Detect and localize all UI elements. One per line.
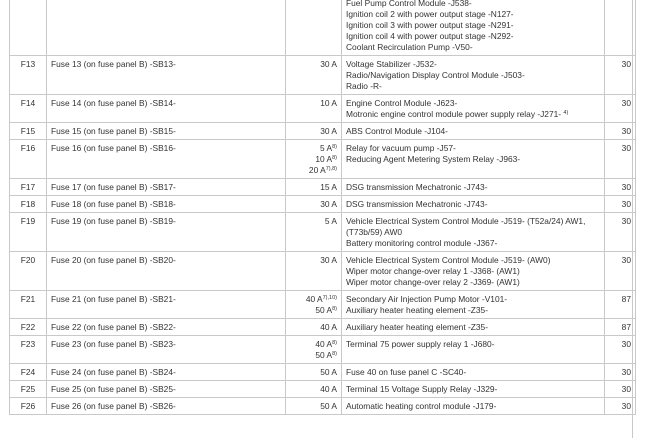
circuit-line bbox=[346, 255, 600, 266]
rating-line bbox=[290, 384, 337, 395]
circuit-line bbox=[346, 277, 600, 288]
fuse-rating-cell bbox=[286, 179, 342, 196]
fuse-id-cell: F16 bbox=[10, 140, 47, 179]
rating-line bbox=[290, 294, 337, 305]
rating-line bbox=[290, 98, 337, 109]
circuit-line-text: Wiper motor change-over relay 1 -J368- (AW1) bbox=[346, 266, 520, 276]
fuse-description-cell: Fuse 16 (on fuse panel B) -SB16- bbox=[47, 140, 286, 179]
table-row bbox=[10, 398, 636, 415]
rating-line-text: 15 A bbox=[320, 182, 337, 192]
circuit-line-text: Vehicle Electrical System Control Module -J519- (AW0) bbox=[346, 255, 551, 265]
rating-line-text: 10 A bbox=[320, 98, 337, 108]
circuit-line bbox=[346, 143, 600, 154]
circuit-line bbox=[346, 384, 600, 395]
footnote-marker: 8) bbox=[332, 351, 337, 357]
footnote-marker: 4) bbox=[563, 110, 569, 116]
protected-circuits-cell bbox=[342, 0, 605, 56]
rating-line-text: 40 A bbox=[315, 339, 333, 349]
fuse-table bbox=[9, 0, 636, 415]
terminal-cell: 30 bbox=[605, 364, 636, 381]
protected-circuits-cell bbox=[342, 179, 605, 196]
fuse-id-cell: F18 bbox=[10, 196, 47, 213]
terminal-cell: 30 bbox=[605, 213, 636, 252]
fuse-id-cell: F17 bbox=[10, 179, 47, 196]
fuse-id-cell: F21 bbox=[10, 291, 47, 319]
circuit-line-text: Automatic heating control module -J179- bbox=[346, 401, 497, 411]
fuse-rating-cell bbox=[286, 56, 342, 95]
fuse-rating-cell bbox=[286, 252, 342, 291]
circuit-line-text: Secondary Air Injection Pump Motor -V101- bbox=[346, 294, 508, 304]
circuit-line-text: Relay for vacuum pump -J57- bbox=[346, 143, 456, 153]
rating-line bbox=[290, 350, 337, 361]
fuse-rating-cell bbox=[286, 291, 342, 319]
circuit-line bbox=[346, 109, 600, 120]
fuse-id-cell: F26 bbox=[10, 398, 47, 415]
rating-line-text: 50 A bbox=[315, 305, 333, 315]
fuse-description-cell: Fuse 13 (on fuse panel B) -SB13- bbox=[47, 56, 286, 95]
fuse-description-cell: Fuse 14 (on fuse panel B) -SB14- bbox=[47, 95, 286, 123]
circuit-line-text: DSG transmission Mechatronic -J743- bbox=[346, 182, 488, 192]
fuse-rating-cell bbox=[286, 398, 342, 415]
protected-circuits-cell bbox=[342, 291, 605, 319]
circuit-line-text: Auxiliary heater heating element -Z35- bbox=[346, 305, 488, 315]
terminal-cell: 87 bbox=[605, 319, 636, 336]
rating-line bbox=[290, 401, 337, 412]
circuit-line-text: (T73b/59) AW0 bbox=[346, 227, 403, 237]
table-row bbox=[10, 336, 636, 364]
circuit-line-text: Auxiliary heater heating element -Z35- bbox=[346, 322, 488, 332]
fuse-id-cell: F25 bbox=[10, 381, 47, 398]
rating-line-text: 30 A bbox=[320, 199, 337, 209]
footnote-marker: 7),8) bbox=[325, 166, 337, 172]
circuit-line-text: Ignition coil 2 with power output stage -N127- bbox=[346, 9, 514, 19]
circuit-line bbox=[346, 154, 600, 165]
fuse-id-cell: F15 bbox=[10, 123, 47, 140]
circuit-line bbox=[346, 367, 600, 378]
footnote-marker: 7),10) bbox=[322, 295, 337, 301]
table-row bbox=[10, 252, 636, 291]
circuit-line bbox=[346, 238, 600, 249]
terminal-cell: 30 bbox=[605, 123, 636, 140]
table-row bbox=[10, 179, 636, 196]
fuse-id-cell bbox=[10, 0, 47, 56]
rating-line bbox=[290, 339, 337, 350]
circuit-line bbox=[346, 227, 600, 238]
circuit-line bbox=[346, 9, 600, 20]
fuse-description-cell: Fuse 21 (on fuse panel B) -SB21- bbox=[47, 291, 286, 319]
fuse-description-cell: Fuse 26 (on fuse panel B) -SB26- bbox=[47, 398, 286, 415]
circuit-line-text: Terminal 15 Voltage Supply Relay -J329- bbox=[346, 384, 498, 394]
circuit-line bbox=[346, 126, 600, 137]
rating-line bbox=[290, 126, 337, 137]
circuit-line bbox=[346, 266, 600, 277]
protected-circuits-cell bbox=[342, 95, 605, 123]
protected-circuits-cell bbox=[342, 123, 605, 140]
rating-line-text: 30 A bbox=[320, 59, 337, 69]
circuit-line bbox=[346, 59, 600, 70]
fuse-description-cell: Fuse 23 (on fuse panel B) -SB23- bbox=[47, 336, 286, 364]
circuit-line-text: ABS Control Module -J104- bbox=[346, 126, 448, 136]
terminal-cell: 30 bbox=[605, 56, 636, 95]
circuit-line bbox=[346, 182, 600, 193]
table-row bbox=[10, 95, 636, 123]
terminal-cell bbox=[605, 0, 636, 56]
terminal-cell: 30 bbox=[605, 252, 636, 291]
fuse-id-cell: F23 bbox=[10, 336, 47, 364]
circuit-line-text: Terminal 75 power supply relay 1 -J680- bbox=[346, 339, 495, 349]
circuit-line-text: Coolant Recirculation Pump -V50- bbox=[346, 42, 473, 52]
circuit-line-text: Radio/Navigation Display Control Module -J503- bbox=[346, 70, 525, 80]
fuse-description-cell: Fuse 19 (on fuse panel B) -SB19- bbox=[47, 213, 286, 252]
terminal-cell: 30 bbox=[605, 140, 636, 179]
rating-line-text: 40 A bbox=[320, 322, 337, 332]
protected-circuits-cell bbox=[342, 196, 605, 213]
circuit-line bbox=[346, 20, 600, 31]
table-row bbox=[10, 123, 636, 140]
fuse-rating-cell bbox=[286, 140, 342, 179]
table-row bbox=[10, 381, 636, 398]
circuit-line-text: Ignition coil 3 with power output stage -N291- bbox=[346, 20, 514, 30]
protected-circuits-cell bbox=[342, 140, 605, 179]
circuit-line bbox=[346, 98, 600, 109]
rating-line-text: 5 A bbox=[320, 143, 333, 153]
rating-line-text: 30 A bbox=[320, 126, 337, 136]
fuse-rating-cell bbox=[286, 123, 342, 140]
table-row bbox=[10, 56, 636, 95]
terminal-cell: 30 bbox=[605, 196, 636, 213]
protected-circuits-cell bbox=[342, 252, 605, 291]
fuse-rating-cell bbox=[286, 381, 342, 398]
fuse-description-cell: Fuse 20 (on fuse panel B) -SB20- bbox=[47, 252, 286, 291]
circuit-line-text: Fuse 40 on fuse panel C -SC40- bbox=[346, 367, 467, 377]
terminal-cell: 87 bbox=[605, 291, 636, 319]
fuse-table-body bbox=[10, 0, 636, 415]
fuse-rating-cell bbox=[286, 213, 342, 252]
fuse-rating-cell bbox=[286, 95, 342, 123]
rating-line-text: 40 A bbox=[305, 294, 323, 304]
rating-line-text: 10 A bbox=[315, 154, 333, 164]
circuit-line-text: Radio -R- bbox=[346, 81, 382, 91]
rating-line bbox=[290, 165, 337, 176]
rating-line bbox=[290, 154, 337, 165]
fuse-description-cell: Fuse 17 (on fuse panel B) -SB17- bbox=[47, 179, 286, 196]
fuse-id-cell: F20 bbox=[10, 252, 47, 291]
circuit-line bbox=[346, 0, 600, 9]
terminal-cell: 30 bbox=[605, 336, 636, 364]
rating-line bbox=[290, 199, 337, 210]
fuse-description-cell: Fuse 18 (on fuse panel B) -SB18- bbox=[47, 196, 286, 213]
footnote-marker: 8) bbox=[332, 144, 337, 150]
rating-line-text: 5 A bbox=[324, 216, 337, 226]
rating-line-text: 40 A bbox=[320, 384, 337, 394]
rating-line-text: 50 A bbox=[320, 401, 337, 411]
protected-circuits-cell bbox=[342, 381, 605, 398]
circuit-line bbox=[346, 31, 600, 42]
circuit-line-text: Motronic engine control module power supply relay -J271- bbox=[346, 109, 564, 119]
fuse-id-cell: F14 bbox=[10, 95, 47, 123]
rating-line bbox=[290, 59, 337, 70]
table-right-border bbox=[632, 0, 633, 438]
circuit-line bbox=[346, 81, 600, 92]
rating-line-text: 30 A bbox=[320, 255, 337, 265]
protected-circuits-cell bbox=[342, 364, 605, 381]
fuse-id-cell: F22 bbox=[10, 319, 47, 336]
fuse-description-cell bbox=[47, 0, 286, 56]
circuit-line bbox=[346, 322, 600, 333]
circuit-line-text: Wiper motor change-over relay 2 -J369- (AW1) bbox=[346, 277, 520, 287]
circuit-line-text: Ignition coil 4 with power output stage -N292- bbox=[346, 31, 514, 41]
circuit-line bbox=[346, 70, 600, 81]
circuit-line-text: Engine Control Module -J623- bbox=[346, 98, 458, 108]
fuse-id-cell: F19 bbox=[10, 213, 47, 252]
table-row bbox=[10, 291, 636, 319]
terminal-cell: 30 bbox=[605, 381, 636, 398]
circuit-line-text: Vehicle Electrical System Control Module -J519- (T52a/24) AW1, bbox=[346, 216, 586, 226]
fuse-rating-cell bbox=[286, 319, 342, 336]
fuse-description-cell: Fuse 15 (on fuse panel B) -SB15- bbox=[47, 123, 286, 140]
fuse-rating-cell bbox=[286, 196, 342, 213]
terminal-cell: 30 bbox=[605, 95, 636, 123]
table-row bbox=[10, 0, 636, 56]
footnote-marker: 8) bbox=[332, 306, 337, 312]
rating-line bbox=[290, 255, 337, 266]
rating-line bbox=[290, 143, 337, 154]
circuit-line bbox=[346, 305, 600, 316]
circuit-line bbox=[346, 216, 600, 227]
protected-circuits-cell bbox=[342, 398, 605, 415]
protected-circuits-cell bbox=[342, 56, 605, 95]
rating-line bbox=[290, 305, 337, 316]
circuit-line-text: Voltage Stabilizer -J532- bbox=[346, 59, 437, 69]
circuit-line bbox=[346, 401, 600, 412]
fuse-id-cell: F13 bbox=[10, 56, 47, 95]
fuse-description-cell: Fuse 24 (on fuse panel B) -SB24- bbox=[47, 364, 286, 381]
footnote-marker: 8) bbox=[332, 340, 337, 346]
rating-line bbox=[290, 367, 337, 378]
terminal-cell: 30 bbox=[605, 398, 636, 415]
circuit-line-text: Reducing Agent Metering System Relay -J963- bbox=[346, 154, 521, 164]
fuse-rating-cell bbox=[286, 336, 342, 364]
rating-line-text: 50 A bbox=[315, 350, 333, 360]
footnote-marker: 8) bbox=[332, 155, 337, 161]
table-row bbox=[10, 196, 636, 213]
rating-line bbox=[290, 322, 337, 333]
fuse-id-cell: F24 bbox=[10, 364, 47, 381]
circuit-line bbox=[346, 199, 600, 210]
circuit-line bbox=[346, 42, 600, 53]
rating-line bbox=[290, 182, 337, 193]
table-row bbox=[10, 319, 636, 336]
circuit-line bbox=[346, 339, 600, 350]
protected-circuits-cell bbox=[342, 319, 605, 336]
circuit-line-text: Fuel Pump Control Module -J538- bbox=[346, 0, 472, 8]
table-row bbox=[10, 140, 636, 179]
fuse-rating-cell bbox=[286, 0, 342, 56]
circuit-line bbox=[346, 294, 600, 305]
rating-line-text: 20 A bbox=[308, 165, 326, 175]
rating-line-text: 50 A bbox=[320, 367, 337, 377]
fuse-rating-cell bbox=[286, 364, 342, 381]
protected-circuits-cell bbox=[342, 213, 605, 252]
rating-line bbox=[290, 216, 337, 227]
protected-circuits-cell bbox=[342, 336, 605, 364]
table-row bbox=[10, 364, 636, 381]
terminal-cell: 30 bbox=[605, 179, 636, 196]
circuit-line-text: DSG transmission Mechatronic -J743- bbox=[346, 199, 488, 209]
fuse-description-cell: Fuse 25 (on fuse panel B) -SB25- bbox=[47, 381, 286, 398]
circuit-line-text: Battery monitoring control module -J367- bbox=[346, 238, 498, 248]
table-row bbox=[10, 213, 636, 252]
fuse-description-cell: Fuse 22 (on fuse panel B) -SB22- bbox=[47, 319, 286, 336]
